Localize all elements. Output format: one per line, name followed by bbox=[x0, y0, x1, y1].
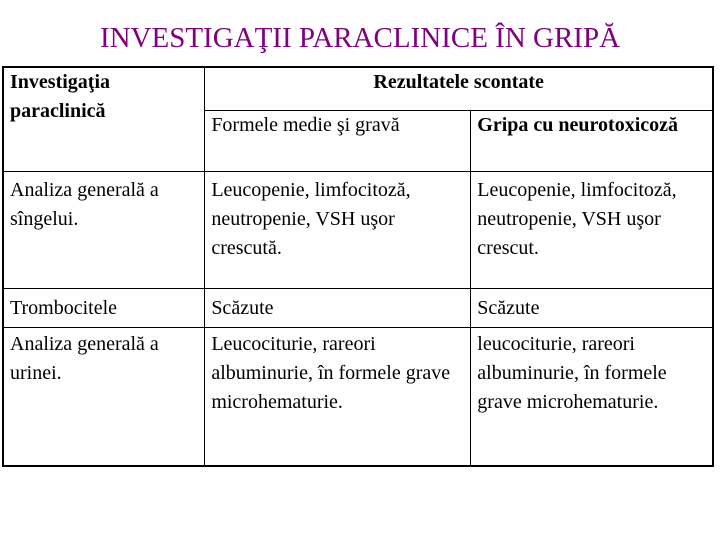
cell-neurotoxicosis: leucociturie, rareori albuminurie, în formele grave microhematurie. bbox=[471, 328, 713, 467]
cell-investigation: Trombocitele bbox=[3, 289, 205, 328]
header-neurotoxicosis: Gripa cu neurotoxicoză bbox=[471, 111, 713, 172]
page-title: INVESTIGAŢII PARACLINICE ÎN GRIPĂ bbox=[99, 22, 621, 54]
results-table bbox=[2, 66, 714, 467]
header-expected-results: Rezultatele scontate bbox=[205, 67, 713, 111]
cell-investigation: Analiza generală a urinei. bbox=[3, 328, 205, 467]
cell-neurotoxicosis: Scăzute bbox=[471, 289, 713, 328]
cell-neurotoxicosis: Leucopenie, limfocitoză, neutropenie, VSH uşor crescut. bbox=[471, 172, 713, 289]
table-row bbox=[3, 328, 713, 467]
cell-medium-severe: Leucopenie, limfocitoză, neutropenie, VSH uşor crescută. bbox=[205, 172, 471, 289]
table-row bbox=[3, 289, 713, 328]
table-header-row bbox=[3, 67, 713, 111]
header-medium-severe: Formele medie şi gravă bbox=[205, 111, 471, 172]
cell-medium-severe: Leucocituriе, rareori albuminurie, în formele grave microhematurie. bbox=[205, 328, 471, 467]
cell-investigation: Analiza generală a sîngelui. bbox=[3, 172, 205, 289]
cell-medium-severe: Scăzute bbox=[205, 289, 471, 328]
table-row bbox=[3, 172, 713, 289]
header-investigation: Investigaţia paraclinică bbox=[3, 67, 205, 172]
